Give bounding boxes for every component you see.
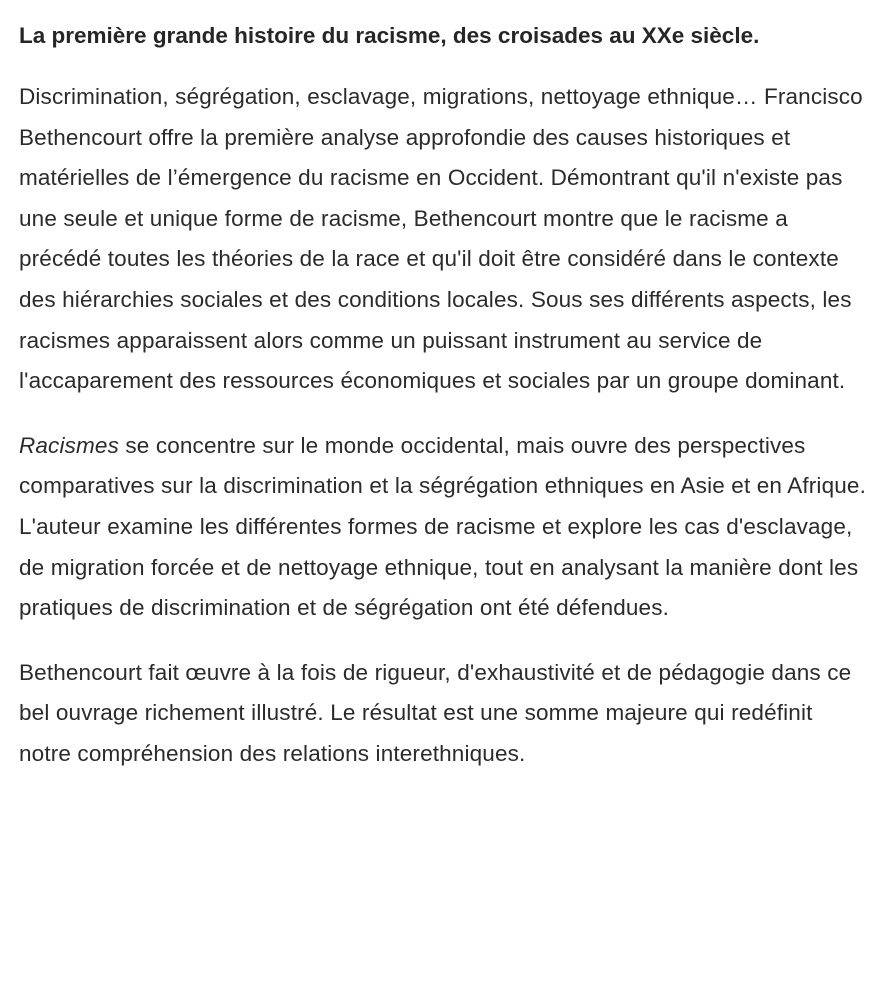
description-paragraph-2 <box>19 426 868 629</box>
book-title-italic: Racismes <box>19 432 119 458</box>
description-headline: La première grande histoire du racisme, des croisades au XXe siècle. <box>19 23 760 48</box>
description-paragraph-1: Discrimination, ségrégation, esclavage, migrations, nettoyage ethnique… Francisco Bethencourt offre la première analyse approfondie des causes historiques et matérielles de l’émergence du racisme en Occident. Démontrant qu'il n'existe pas une seule et unique forme de racisme, Bethencourt montre que le racisme a précédé toutes les théories de la race et qu'il doit être considéré dans le contexte des hiérarchies sociales et des conditions locales. Sous ses différents aspects, les racismes apparaissent alors comme un puissant instrument au service de l'accaparement des ressources économiques et sociales par un groupe dominant. <box>19 84 863 394</box>
description-paragraph-3: Bethencourt fait œuvre à la fois de rigueur, d'exhaustivité et de pédagogie dans ce bel ouvrage richement illustré. Le résultat est une somme majeure qui redéfinit notre compréhension des relations interethniques. <box>19 659 852 766</box>
description-paragraph-2-text: se concentre sur le monde occidental, mais ouvre des perspectives comparatives sur la discrimination et la ségrégation ethniques en Asie et en Afrique. L'auteur examine les différentes formes de racisme et explore les cas d'esclavage, de migration forcée et de nettoyage ethnique, tout en analysant la manière dont les pratiques de discrimination et de ségrégation ont été défendues. <box>19 432 866 621</box>
